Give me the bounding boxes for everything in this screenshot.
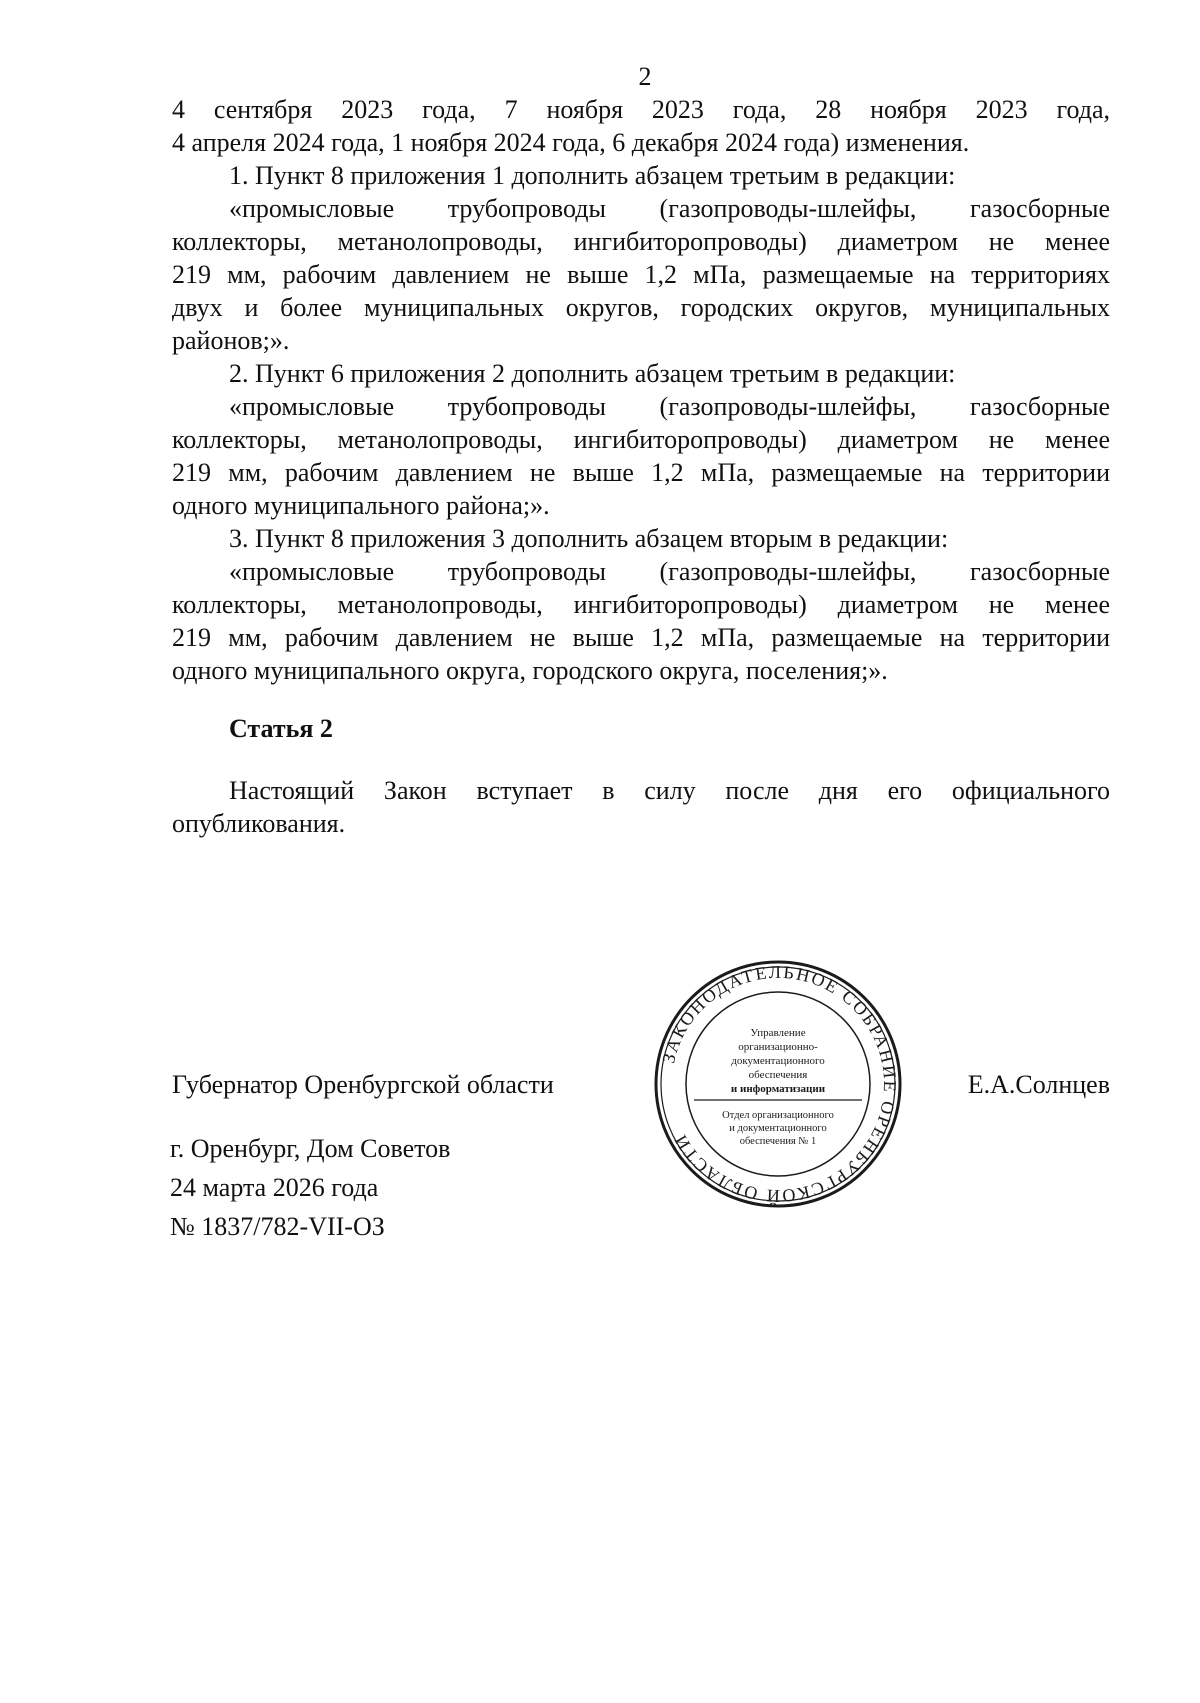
text-line: 219 мм, рабочим давлением не выше 1,2 мПа, размещаемые на территории: [172, 458, 1110, 487]
text-line: двух и более муниципальных округов, городских округов, муниципальных: [172, 293, 1110, 322]
official-seal: [652, 958, 904, 1210]
signing-date: 24 марта 2026 года: [170, 1173, 379, 1202]
text-line: «промысловые трубопроводы (газопроводы-шлейфы, газосборные: [229, 392, 1110, 421]
page-number: 2: [638, 62, 652, 91]
seal-inner-line: документационного: [731, 1055, 825, 1067]
text-line: 3. Пункт 8 приложения 3 дополнить абзацем вторым в редакции:: [229, 524, 949, 553]
text-line: «промысловые трубопроводы (газопроводы-шлейфы, газосборные: [229, 194, 1110, 223]
text-line: коллекторы, метанолопроводы, ингибиторопроводы) диаметром не менее: [172, 227, 1110, 256]
signatory-name: Е.А.Солнцев: [967, 1070, 1110, 1099]
text-line: 1. Пункт 8 приложения 1 дополнить абзацем третьим в редакции:: [229, 161, 956, 190]
text-line: 219 мм, рабочим давлением не выше 1,2 мПа, размещаемые на территориях: [172, 260, 1110, 289]
text-line: 2. Пункт 6 приложения 2 дополнить абзацем третьим в редакции:: [229, 359, 956, 388]
article-heading: Статья 2: [229, 714, 333, 743]
signatory-title: Губернатор Оренбургской области: [172, 1070, 554, 1099]
text-line: одного муниципального района;».: [172, 491, 550, 520]
text-line: 4 сентября 2023 года, 7 ноября 2023 года, 28 ноября 2023 года,: [172, 95, 1110, 124]
signing-place: г. Оренбург, Дом Советов: [170, 1134, 451, 1163]
seal-outer-text: ЗАКОНОДАТЕЛЬНОЕ СОБРАНИЕ ОРЕНБУРГСКОЙ ОБЛАСТИ: [658, 961, 901, 1207]
text-line: «промысловые трубопроводы (газопроводы-шлейфы, газосборные: [229, 557, 1110, 586]
seal-inner-line: обеспечения: [748, 1069, 808, 1081]
seal-inner-line: и информатизации: [730, 1083, 826, 1095]
seal-inner-line: организационно-: [738, 1041, 818, 1053]
text-line: районов;».: [172, 326, 290, 355]
text-line: Настоящий Закон вступает в силу после дня его официального: [229, 776, 1110, 805]
law-number: № 1837/782-VII-ОЗ: [170, 1212, 385, 1241]
text-line: коллекторы, метанолопроводы, ингибиторопроводы) диаметром не менее: [172, 425, 1110, 454]
seal-inner-line: Управление: [750, 1027, 806, 1039]
seal-inner-line: Отдел организационного: [722, 1110, 834, 1121]
text-line: опубликования.: [172, 809, 346, 838]
seal-inner-line: обеспечения № 1: [739, 1136, 817, 1147]
amendments-text: [172, 93, 1110, 687]
text-line: коллекторы, метанолопроводы, ингибиторопроводы) диаметром не менее: [172, 590, 1110, 619]
text-line: 4 апреля 2024 года, 1 ноября 2024 года, 6 декабря 2024 года) изменения.: [172, 128, 970, 157]
text-line: 219 мм, рабочим давлением не выше 1,2 мПа, размещаемые на территории: [172, 623, 1110, 652]
seal-inner-line: и документационного: [729, 1123, 827, 1134]
text-line: одного муниципального округа, городского округа, поселения;».: [172, 656, 888, 685]
article-text: [172, 774, 1110, 840]
